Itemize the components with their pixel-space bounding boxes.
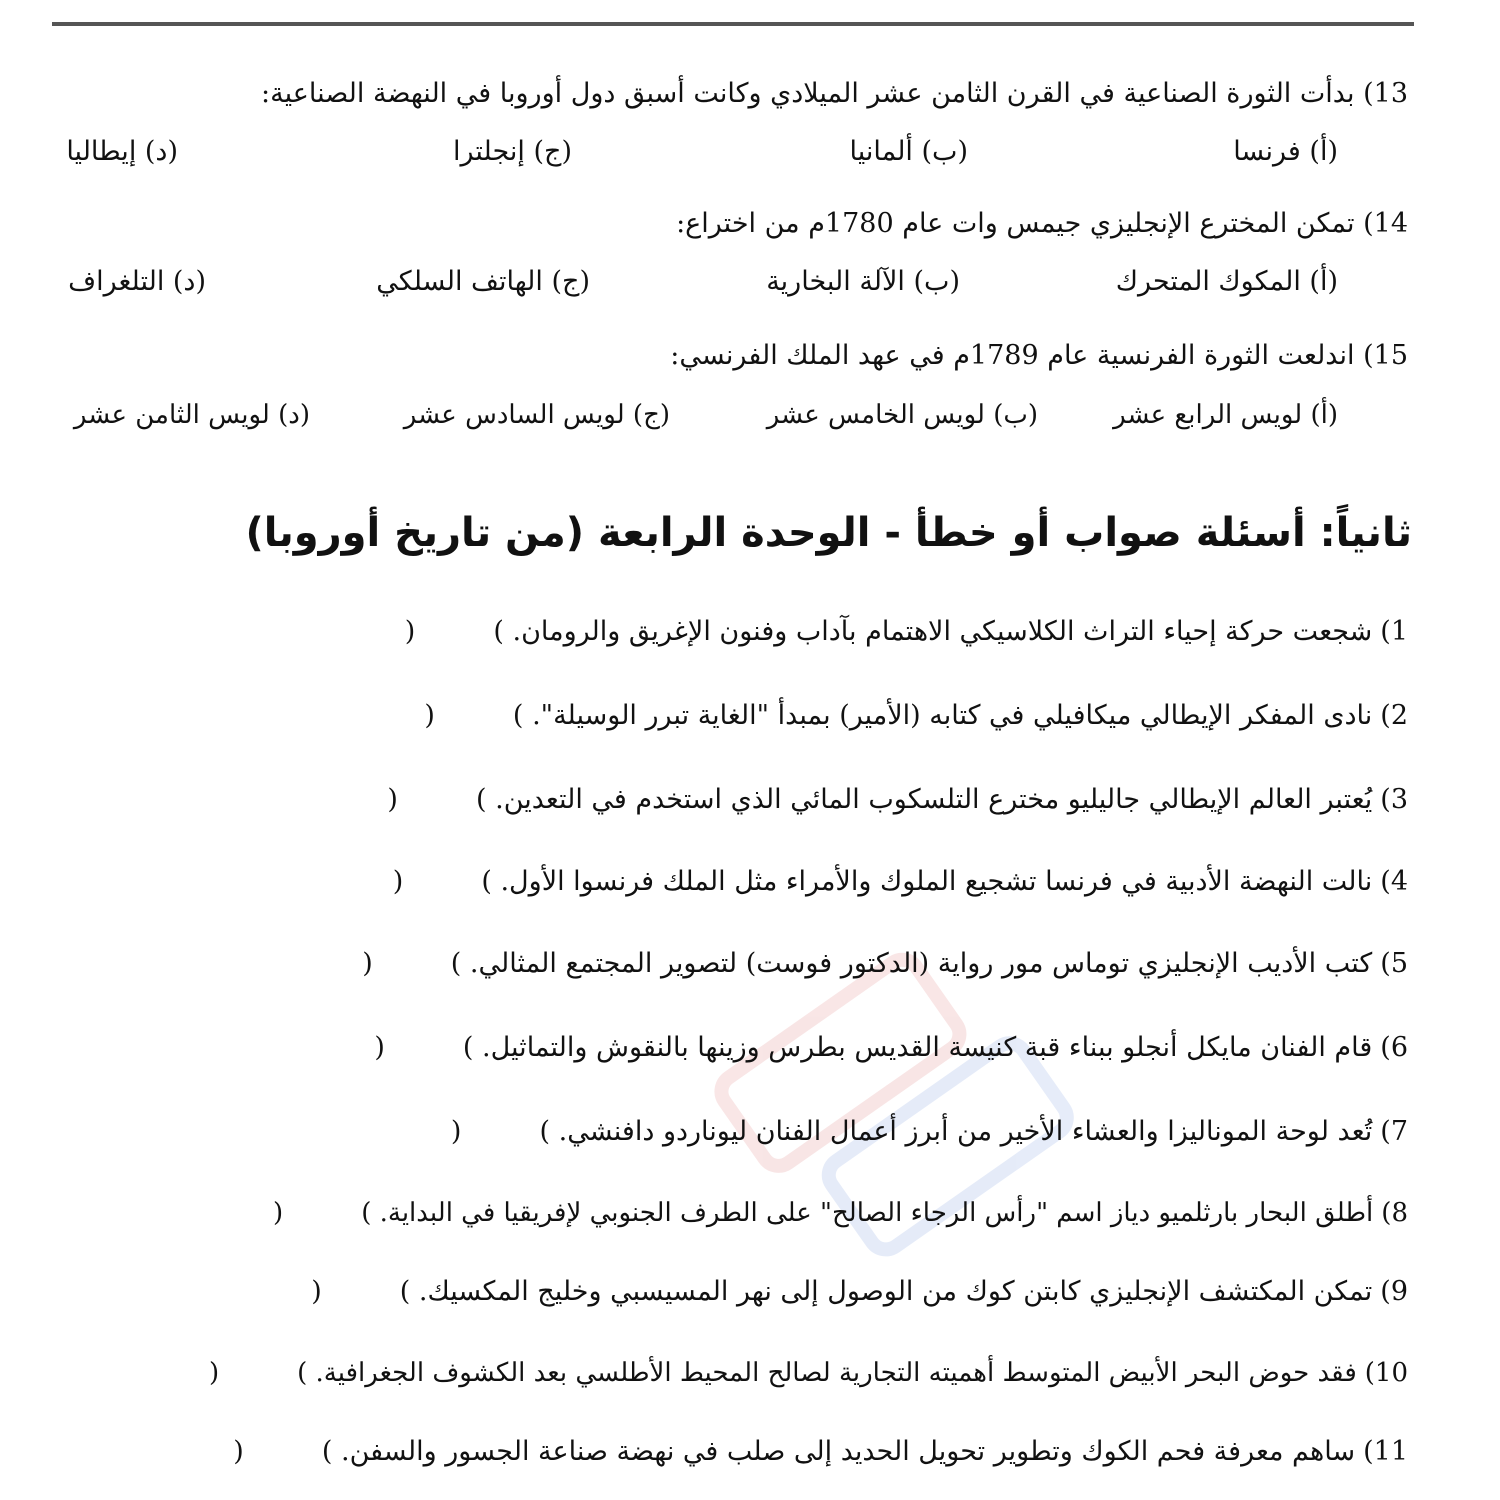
- item-number: 3): [1380, 784, 1408, 815]
- answer-blank[interactable]: ) (: [374, 1032, 474, 1063]
- item-number: 8): [1381, 1198, 1408, 1228]
- answer-blank[interactable]: ) (: [392, 866, 492, 897]
- item-text: أطلق البحار بارثلميو دياز اسم "رأس الرجاء الصالح" على الطرف الجنوبي لإفريقيا في البداية.: [379, 1198, 1374, 1228]
- mcq-question-15: [670, 340, 1408, 371]
- tf-item-9: [311, 1276, 1408, 1307]
- tf-item-7: [451, 1116, 1408, 1147]
- item-text: يُعتبر العالم الإيطالي جاليليو مخترع التلسكوب المائي الذي استخدم في التعدين.: [495, 784, 1373, 815]
- item-number: 10): [1364, 1358, 1408, 1388]
- item-text: نالت النهضة الأدبية في فرنسا تشجيع الملوك والأمراء مثل الملك فرنسوا الأول.: [500, 866, 1373, 897]
- item-text: نادى المفكر الإيطالي ميكافيلي في كتابه (الأمير) بمبدأ "الغاية تبرر الوسيلة".: [532, 700, 1373, 731]
- item-number: 2): [1380, 700, 1408, 731]
- item-text: ساهم معرفة فحم الكوك وتطوير تحويل الحديد إلى صلب في نهضة صناعة الجسور والسفن.: [340, 1436, 1356, 1467]
- item-number: 11): [1363, 1436, 1408, 1467]
- tf-item-11: [233, 1436, 1408, 1467]
- question-text: اندلعت الثورة الفرنسية عام 1789م في عهد الملك الفرنسي:: [670, 340, 1355, 371]
- tf-item-6: [374, 1032, 1408, 1063]
- item-text: تُعد لوحة الموناليزا والعشاء الأخير من أبرز أعمال الفنان ليوناردو دافنشي.: [558, 1116, 1373, 1147]
- item-number: 1): [1380, 616, 1408, 647]
- tf-item-8: [273, 1198, 1408, 1228]
- tf-item-10: [209, 1358, 1408, 1388]
- tf-item-2: [424, 700, 1408, 731]
- item-text: قام الفنان مايكل أنجلو ببناء قبة كنيسة القديس بطرس وزينها بالنقوش والتماثيل.: [482, 1032, 1373, 1063]
- mcq-option: (ج) الهاتف السلكي: [376, 266, 590, 297]
- tf-item-4: [393, 866, 1408, 897]
- answer-blank[interactable]: ) (: [362, 948, 462, 979]
- mcq-option: (أ) المكوك المتحرك: [1115, 266, 1338, 297]
- question-text: تمكن المخترع الإنجليزي جيمس وات عام 1780م من اختراع:: [676, 208, 1355, 239]
- question-text: بدأت الثورة الصناعية في القرن الثامن عشر الميلادي وكانت أسبق دول أوروبا في النهضة الصناعية:: [261, 78, 1355, 109]
- answer-blank[interactable]: ) (: [404, 616, 504, 647]
- tf-item-1: [405, 616, 1408, 647]
- mcq-option: (أ) لويس الرابع عشر: [1113, 400, 1338, 430]
- question-number: 15): [1363, 340, 1408, 371]
- answer-blank[interactable]: ) (: [387, 784, 487, 815]
- item-text: شجعت حركة إحياء التراث الكلاسيكي الاهتمام بآداب وفنون الإغريق والرومان.: [512, 616, 1373, 647]
- answer-blank[interactable]: ) (: [424, 700, 524, 731]
- answer-blank[interactable]: ) (: [208, 1358, 308, 1388]
- tf-item-5: [362, 948, 1408, 979]
- mcq-option: (ب) الآلة البخارية: [766, 266, 960, 297]
- question-number: 13): [1363, 78, 1408, 109]
- tf-item-3: [387, 784, 1408, 815]
- item-number: 9): [1380, 1276, 1408, 1307]
- mcq-option: (د) التلغراف: [68, 266, 206, 297]
- answer-blank[interactable]: ) (: [273, 1198, 372, 1228]
- mcq-option: (ج) لويس السادس عشر: [403, 400, 670, 430]
- question-number: 14): [1363, 208, 1408, 239]
- mcq-option: (د) لويس الثامن عشر: [73, 400, 310, 430]
- top-divider: [52, 22, 1414, 26]
- item-text: تمكن المكتشف الإنجليزي كابتن كوك من الوصول إلى نهر المسيسبي وخليج المكسيك.: [418, 1276, 1373, 1307]
- answer-blank[interactable]: ) (: [311, 1276, 411, 1307]
- section-title: ثانياً: أسئلة صواب أو خطأ - الوحدة الرابعة (من تاريخ أوروبا): [245, 510, 1412, 556]
- mcq-option: (ب) لويس الخامس عشر: [766, 400, 1038, 430]
- mcq-option: (ج) إنجلترا: [452, 136, 572, 167]
- item-text: فقد حوض البحر الأبيض المتوسط أهميته التجارية لصالح المحيط الأطلسي بعد الكشوف الجغرافية.: [315, 1358, 1357, 1388]
- mcq-option: (د) إيطاليا: [66, 136, 178, 167]
- item-number: 6): [1380, 1032, 1408, 1063]
- mcq-option: (ب) ألمانيا: [849, 136, 968, 167]
- item-number: 5): [1380, 948, 1408, 979]
- answer-blank[interactable]: ) (: [450, 1116, 551, 1147]
- item-number: 4): [1380, 866, 1408, 897]
- mcq-question-14: [676, 208, 1408, 239]
- item-number: 7): [1380, 1116, 1408, 1147]
- mcq-option: (أ) فرنسا: [1233, 136, 1338, 167]
- item-text: كتب الأديب الإنجليزي توماس مور رواية (الدكتور فوست) لتصوير المجتمع المثالي.: [469, 948, 1373, 979]
- answer-blank[interactable]: ) (: [233, 1436, 333, 1467]
- mcq-question-13: [261, 78, 1408, 109]
